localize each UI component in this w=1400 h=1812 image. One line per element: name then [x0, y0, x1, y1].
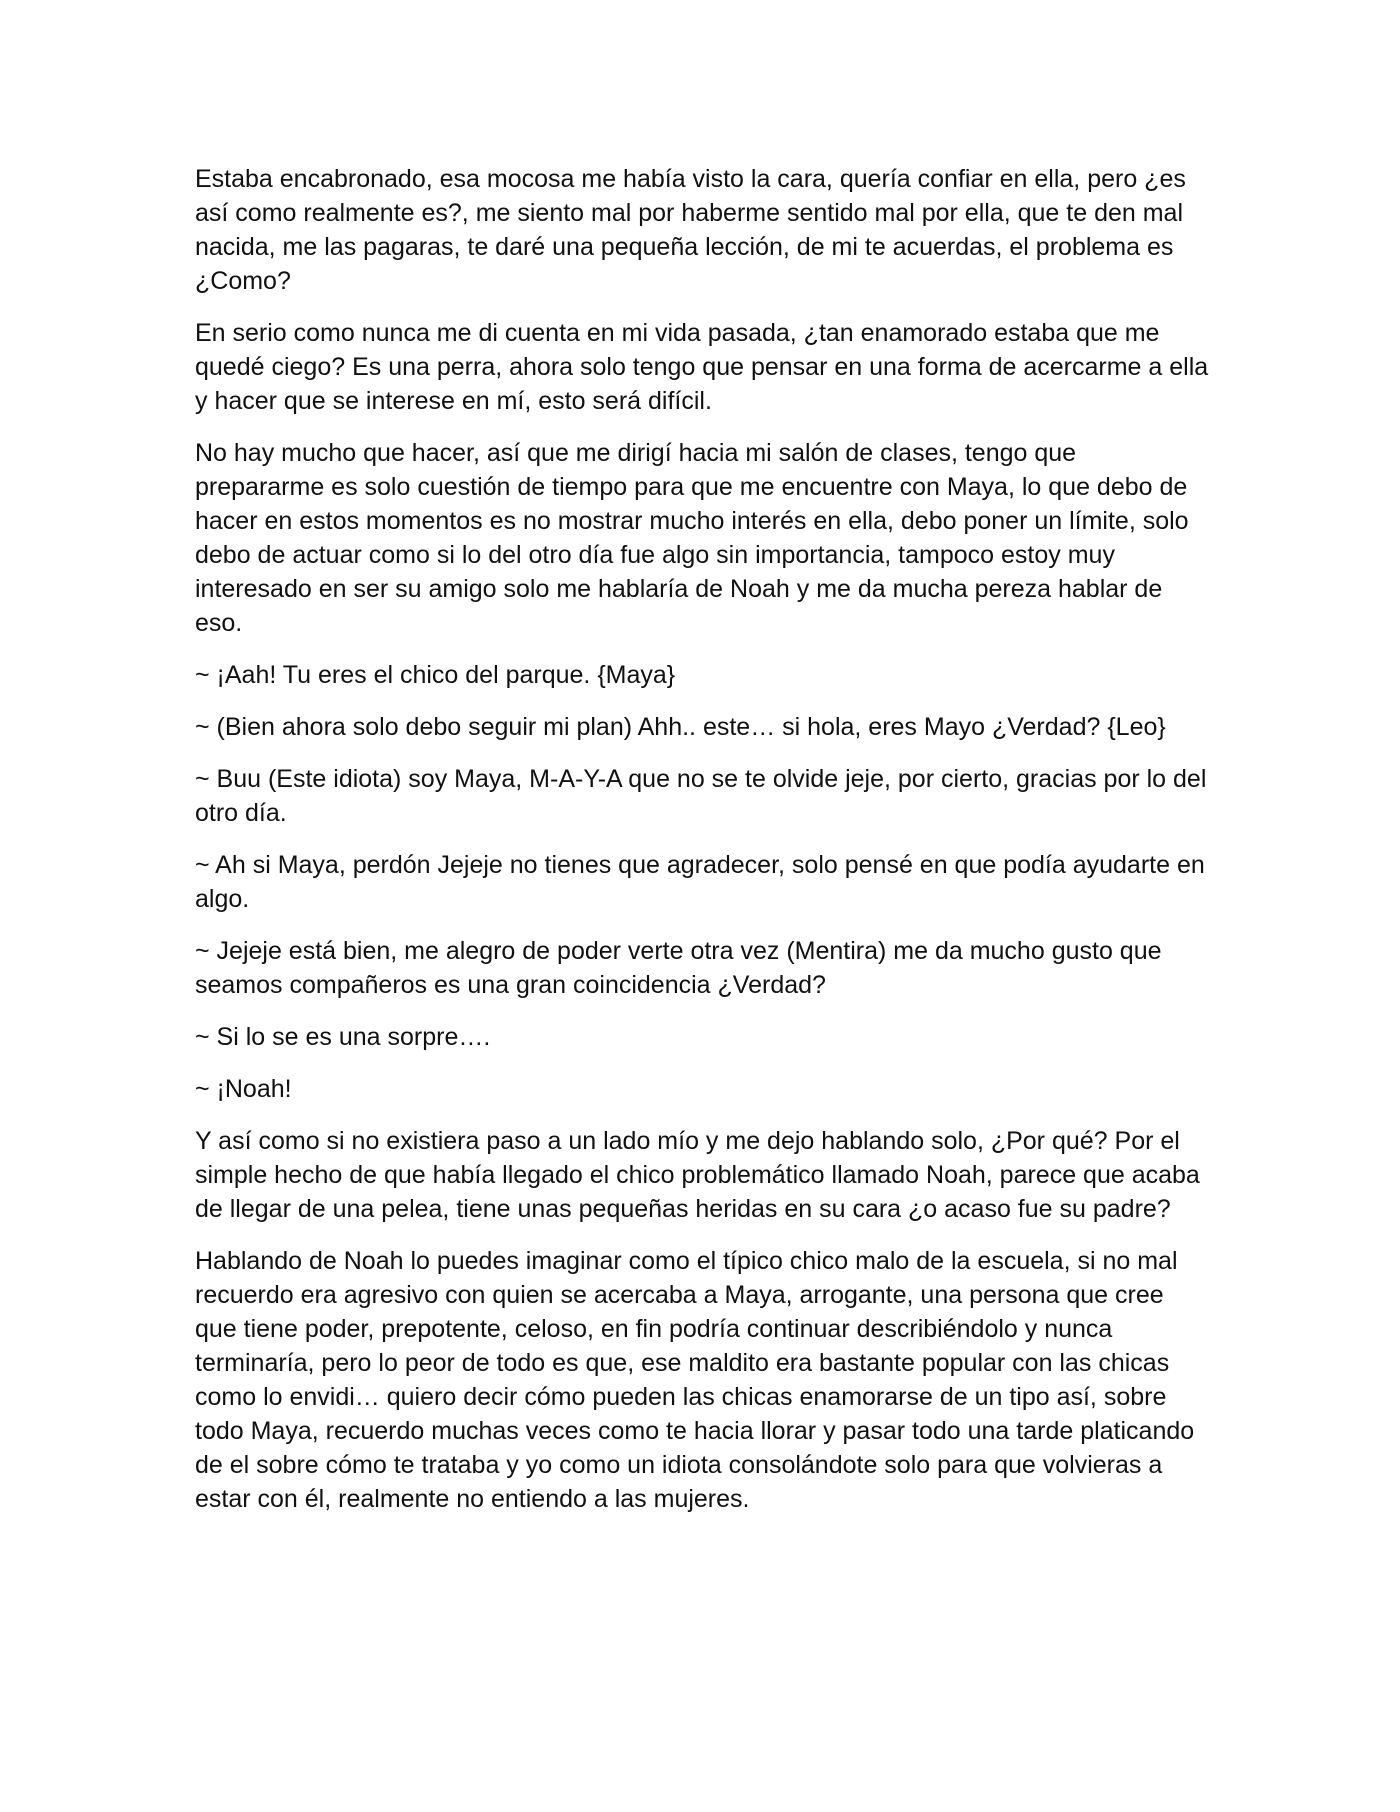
dialogue-line: ~ (Bien ahora solo debo seguir mi plan) Ahh.. este… si hola, eres Mayo ¿Verdad? {Leo} [195, 713, 1166, 741]
paragraph: No hay mucho que hacer, así que me dirigí hacia mi salón de clases, tengo que prepararme es solo cuestión de tiempo para que me encuentre con Maya, lo que debo de hacer en estos momentos es no mostrar mucho interés en ella, debo poner un límite, solo debo de actuar como si lo del otro día fue algo sin importancia, tampoco estoy muy interesado en ser su amigo solo me hablaría de Noah y me da mucha pereza hablar de eso. [195, 439, 1189, 637]
dialogue-line: ~ Si lo se es una sorpre…. [195, 1023, 491, 1051]
dialogue-line: ~ ¡Aah! Tu eres el chico del parque. {Maya} [195, 661, 676, 689]
paragraph: Y así como si no existiera paso a un lado mío y me dejo hablando solo, ¿Por qué? Por el simple hecho de que había llegado el chico problemático llamado Noah, parece que acaba de llegar de una pelea, tiene unas pequeñas heridas en su cara ¿o acaso fue su padre? [195, 1127, 1200, 1223]
dialogue-line: ~ Ah si Maya, perdón Jejeje no tienes que agradecer, solo pensé en que podía ayudarte en algo. [195, 851, 1205, 913]
dialogue-line: ~ ¡Noah! [195, 1075, 292, 1103]
paragraph: Hablando de Noah lo puedes imaginar como el típico chico malo de la escuela, si no mal recuerdo era agresivo con quien se acercaba a Maya, arrogante, una persona que cree que tiene poder, prepotente, celoso, en fin podría continuar describiéndolo y nunca terminaría, pero lo peor de todo es que, ese maldito era bastante popular con las chicas como lo envidi… quiero decir cómo pueden las chicas enamorarse de un tipo así, sobre todo Maya, recuerdo muchas veces como te hacia llorar y pasar todo una tarde platicando de el sobre cómo te trataba y yo como un idiota consolándote solo para que volvieras a estar con él, realmente no entiendo a las mujeres. [195, 1247, 1195, 1513]
paragraph: En serio como nunca me di cuenta en mi vida pasada, ¿tan enamorado estaba que me quedé ciego? Es una perra, ahora solo tengo que pensar en una forma de acercarme a ella y hacer que se interese en mí, esto será difícil. [195, 319, 1209, 415]
dialogue-line: ~ Jejeje está bien, me alegro de poder verte otra vez (Mentira) me da mucho gusto que seamos compañeros es una gran coincidencia ¿Verdad? [195, 937, 1162, 999]
paragraph: Estaba encabronado, esa mocosa me había visto la cara, quería confiar en ella, pero ¿es así como realmente es?, me siento mal por haberme sentido mal por ella, que te den mal nacida, me las pagaras, te daré una pequeña lección, de mi te acuerdas, el problema es ¿Como? [195, 165, 1186, 295]
document-body [195, 162, 1210, 1534]
dialogue-line: ~ Buu (Este idiota) soy Maya, M-A-Y-A que no se te olvide jeje, por cierto, gracias por lo del otro día. [195, 765, 1207, 827]
